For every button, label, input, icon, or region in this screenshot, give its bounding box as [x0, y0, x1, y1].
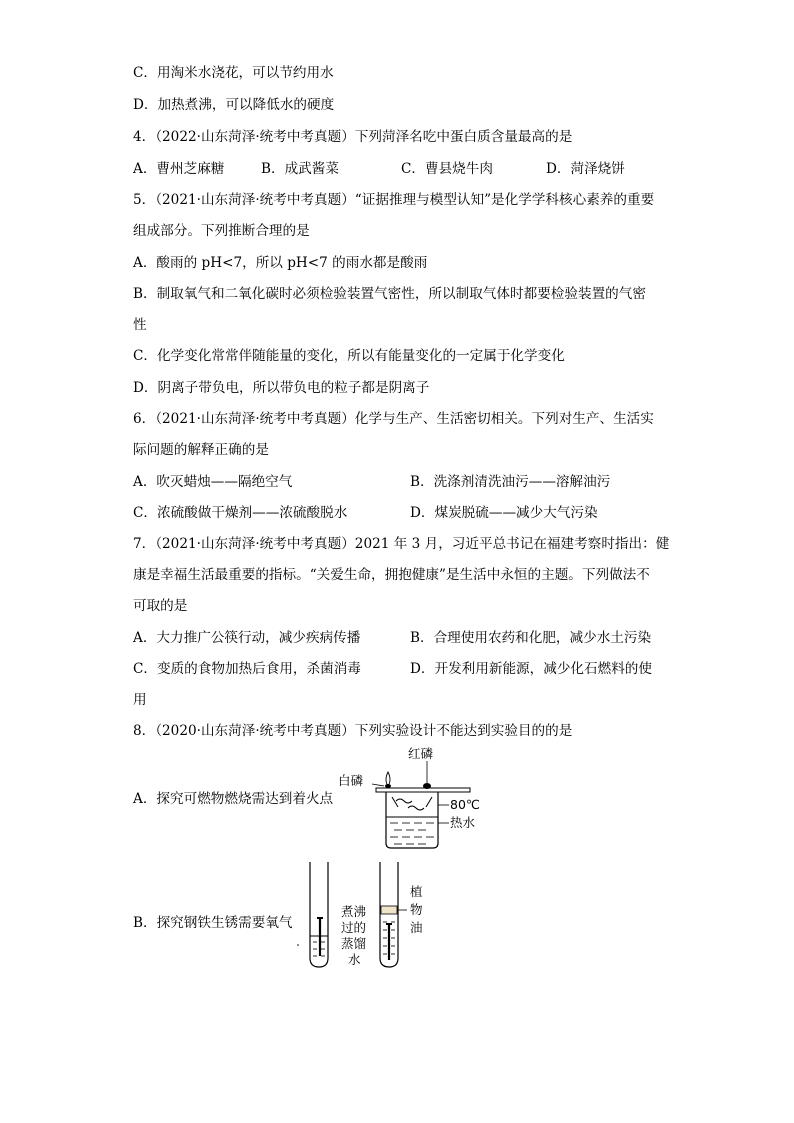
q6-option-b: B．洗涤剂清洗油污——溶解油污	[410, 474, 611, 490]
label-hot-water: 热水	[450, 815, 476, 830]
label-oil-3: 油	[410, 920, 423, 935]
q3-option-c: C．用淘米水浇花，可以节约用水	[133, 65, 334, 81]
q5-option-b-line2: 性	[133, 317, 147, 333]
hot-water-region	[387, 817, 437, 847]
q7-option-a: A．大力推广公筷行动，减少疾病传播	[133, 630, 361, 646]
oil-layer	[381, 906, 397, 914]
q4-option-a: A．曹州芝麻糖	[133, 161, 225, 177]
q8-option-a: A．探究可燃物燃烧需达到着火点	[133, 791, 334, 807]
label-white-phosphorus: 白磷	[338, 773, 364, 788]
label-temperature: 80℃	[450, 797, 480, 812]
q5-option-d: D．阴离子带负电，所以带负电的粒子都是阴离子	[133, 380, 430, 396]
q4-option-c: C．曹县烧牛肉	[401, 161, 493, 177]
q7-option-d-line1: D．开发利用新能源，减少化石燃料的使	[410, 661, 652, 677]
q4-option-b: B．成武酱菜	[261, 161, 339, 177]
q7-stem-line2: 康是幸福生活最重要的指标。“关爱生命，拥抱健康”是生活中永恒的主题。下列做法不	[133, 567, 650, 583]
vapor-waves	[392, 797, 432, 810]
combustion-apparatus-figure	[336, 745, 486, 855]
q4-stem: 4．（2022·山东菏泽·统考中考真题）下列菏泽名吃中蛋白质含量最高的是	[133, 129, 573, 145]
label-boiled-1: 煮沸	[341, 904, 367, 919]
flame-icon	[386, 772, 390, 786]
q7-option-c: C．变质的食物加热后食用，杀菌消毒	[133, 661, 361, 677]
label-boiled-4: 水	[348, 952, 361, 967]
q5-option-b-line1: B．制取氧气和二氧化碳时必须检验装置气密性，所以制取气体时都要检验装置的气密	[133, 286, 646, 302]
q5-option-c: C．化学变化常常伴随能量的变化，所以有能量变化的一定属于化学变化	[133, 348, 565, 364]
q6-option-a: A．吹灭蜡烛——隔绝空气	[133, 474, 293, 490]
rusting-test-tubes-figure	[294, 860, 444, 975]
label-red-phosphorus: 红磷	[408, 746, 434, 761]
q5-stem-line1: 5．（2021·山东菏泽·统考中考真题）“证据推理与模型认知”是化学学科核心素养的重要	[133, 192, 655, 208]
q7-option-b: B．合理使用农药和化肥，减少水土污染	[410, 630, 652, 646]
copper-plate	[376, 788, 470, 792]
q7-option-d-line2: 用	[133, 692, 147, 708]
q8-stem: 8．（2020·山东菏泽·统考中考真题）下列实验设计不能达到实验目的的是	[133, 723, 573, 739]
label-boiled-2: 过的	[341, 920, 367, 935]
q7-stem-line3: 可取的是	[133, 598, 188, 614]
q3-option-d: D．加热煮沸，可以降低水的硬度	[133, 97, 335, 113]
q7-stem-line1: 7．（2021·山东菏泽·统考中考真题）2021 年 3 月，习近平总书记在福建考察时指出：健	[133, 536, 670, 552]
red-phosphorus	[423, 783, 431, 789]
q4-option-d: D．菏泽烧饼	[546, 161, 625, 177]
q6-stem-line1: 6．（2021·山东菏泽·统考中考真题）化学与生产、生活密切相关。下列对生产、生活实	[133, 411, 654, 427]
white-phosphorus	[385, 784, 391, 788]
q8-option-b: B．探究钢铁生锈需要氧气	[133, 915, 293, 931]
label-oil-1: 植	[410, 884, 423, 899]
q5-stem-line2: 组成部分。下列推断合理的是	[133, 223, 310, 239]
q5-option-a: A．酸雨的 pH<7，所以 pH<7 的雨水都是酸雨	[133, 255, 428, 271]
label-oil-2: 物	[410, 902, 423, 917]
q6-stem-line2: 际问题的解释正确的是	[133, 442, 269, 458]
q6-option-d: D．煤炭脱硫——减少大气污染	[410, 505, 598, 521]
label-boiled-3: 蒸馏	[341, 936, 367, 951]
water-dashes	[390, 823, 434, 844]
q6-option-c: C．浓硫酸做干燥剂——浓硫酸脱水	[133, 505, 348, 521]
